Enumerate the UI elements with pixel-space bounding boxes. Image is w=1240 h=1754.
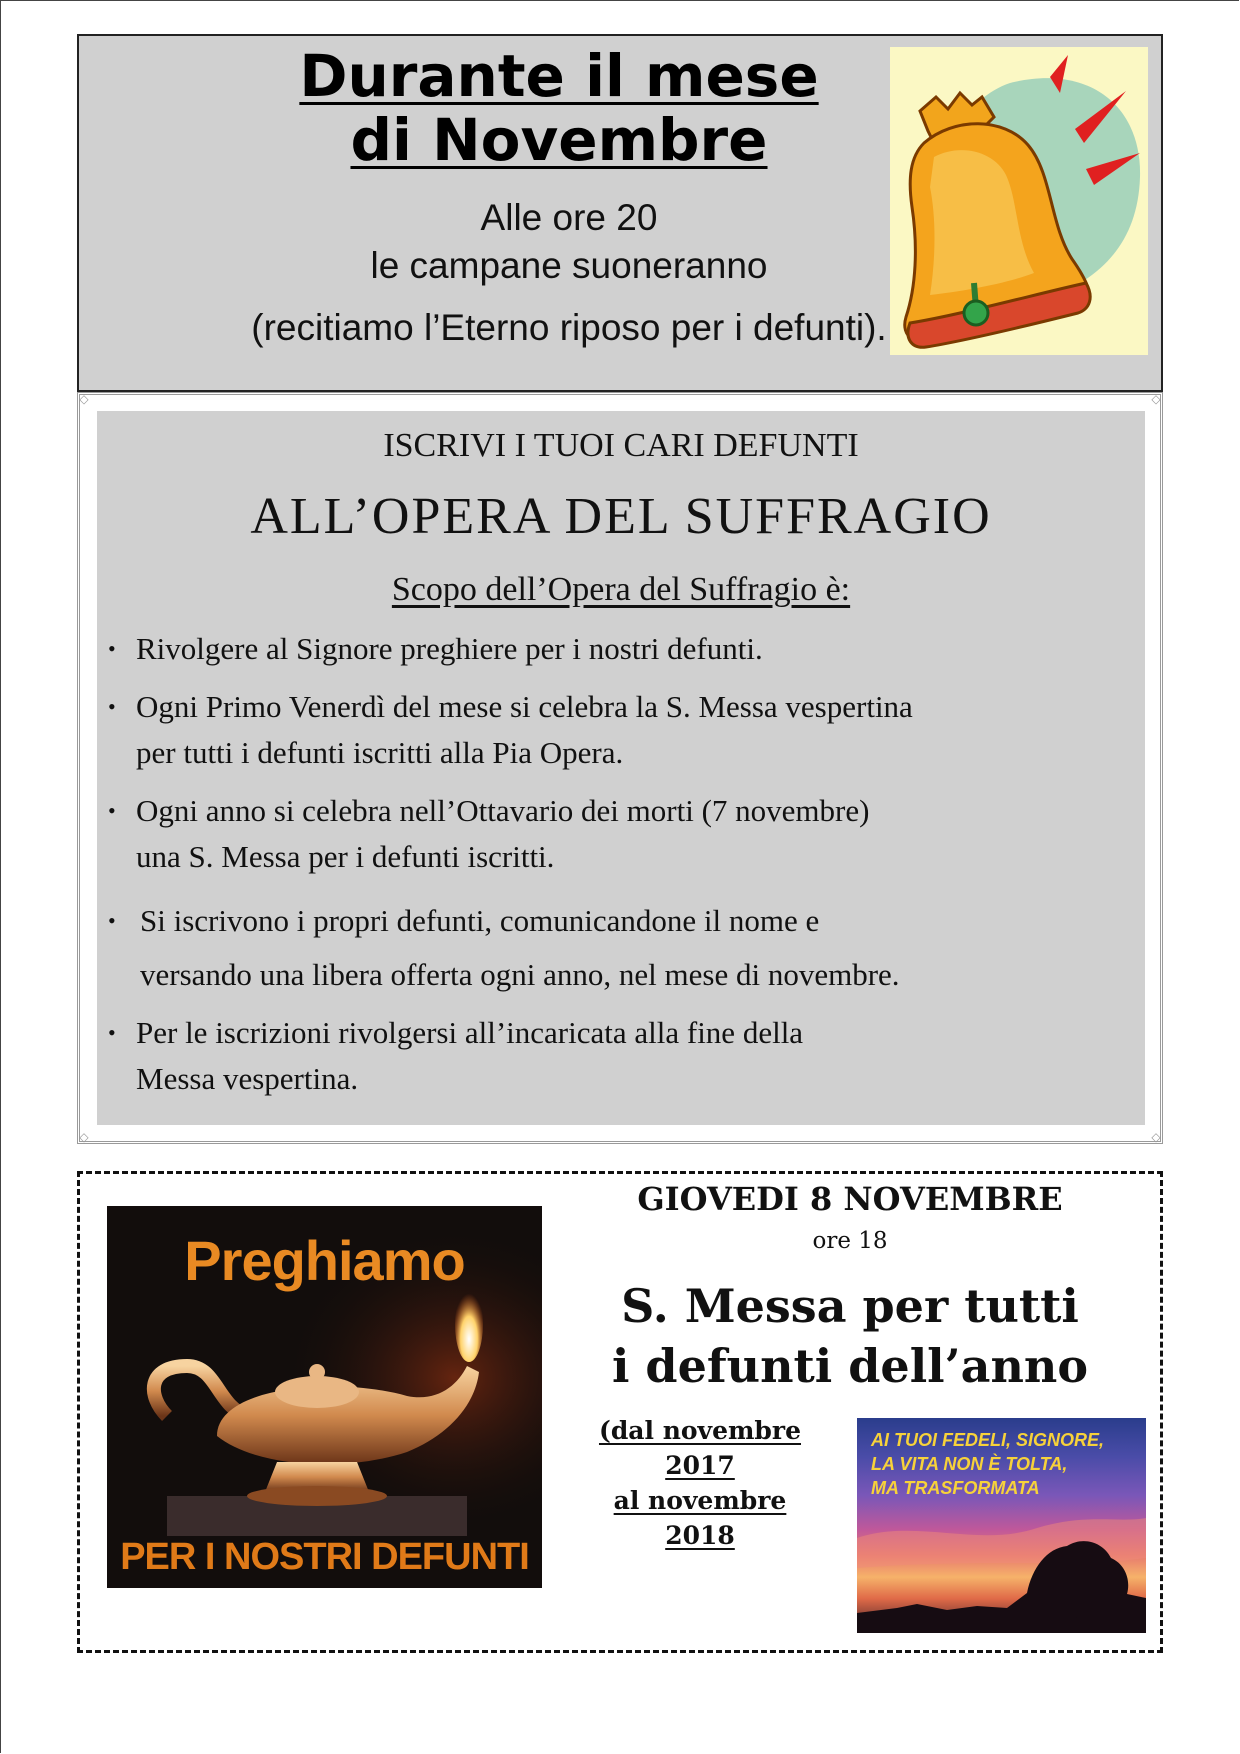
event-title-line1: S. Messa per tutti (621, 1279, 1079, 1333)
list-item-line: versando una libera offerta ogni anno, nel mese di novembre. (140, 957, 900, 992)
frame-corner-ornament: ◇ (79, 392, 89, 406)
suffragio-box (97, 411, 1145, 1125)
list-item (97, 894, 1097, 1010)
suffragio-heading-small: ISCRIVI I TUOI CARI DEFUNTI (383, 427, 859, 464)
event-title-line2: i defunti dell’anno (611, 1339, 1089, 1393)
list-item-line: per tutti i defunti iscritti alla Pia Opera. (136, 735, 624, 770)
notice-line3: (recitiamo l’Eterno riposo per i defunti). (251, 307, 887, 348)
bells-notice-box (77, 34, 1163, 392)
frame-corner-ornament: ◇ (1151, 392, 1161, 406)
list-item-line: Per le iscrizioni rivolgersi all’incaricata alla fine della (136, 1015, 804, 1050)
notice-title-line1: Durante il mese (299, 42, 819, 110)
lamp-image-caption: PER I NOSTRI DEFUNTI (120, 1536, 529, 1578)
notice-title-line2: di Novembre (350, 106, 768, 174)
list-item-line: Ogni Primo Venerdì del mese si celebra la S. Messa vespertina (136, 689, 913, 724)
suffragio-subheading: Scopo dell’Opera del Suffragio è: (391, 571, 851, 608)
list-item (97, 1010, 1097, 1102)
list-item (97, 684, 1097, 788)
event-period-line2: 2017 (665, 1451, 735, 1480)
notice-line2: le campane suoneranno (370, 245, 768, 286)
list-item (97, 626, 1097, 684)
sunset-quote (871, 1428, 1141, 1500)
oil-lamp-image (107, 1206, 542, 1588)
event-period-line4: 2018 (665, 1521, 735, 1550)
frame-corner-ornament: ◇ (79, 1130, 89, 1144)
list-item-line: Ogni anno si celebra nell’Ottavario dei morti (7 novembre) (136, 793, 870, 828)
notice-line1: Alle ore 20 (480, 197, 658, 238)
lamp-image-title: Preghiamo (184, 1229, 465, 1292)
list-item-line: una S. Messa per i defunti iscritti. (136, 839, 555, 874)
frame-corner-ornament: ◇ (1151, 1130, 1161, 1144)
sunset-quote-line3: MA TRASFORMATA (871, 1478, 1040, 1498)
list-item-line: Messa vespertina. (136, 1061, 359, 1096)
bell-icon (890, 47, 1148, 355)
notice-text (119, 194, 1019, 352)
suffragio-heading-large: ALL’OPERA DEL SUFFRAGIO (250, 488, 992, 545)
notice-title (179, 44, 939, 172)
sunset-image (857, 1418, 1146, 1633)
list-item-line: Rivolgere al Signore preghiere per i nostri defunti. (136, 631, 763, 666)
sunset-quote-line2: LA VITA NON È TOLTA, (871, 1454, 1068, 1474)
event-date: GIOVEDI 8 NOVEMBRE (637, 1180, 1063, 1218)
event-period (580, 1413, 820, 1553)
suffragio-bullet-list (97, 626, 1097, 1102)
event-title (580, 1276, 1120, 1396)
list-item-line: Si iscrivono i propri defunti, comunicandone il nome e (140, 903, 820, 938)
event-period-line3: al novembre (613, 1486, 787, 1515)
event-period-line1: (dal novembre (598, 1416, 801, 1445)
sunset-quote-line1: AI TUOI FEDELI, SIGNORE, (871, 1430, 1105, 1450)
list-item (97, 788, 1097, 894)
event-time: ore 18 (812, 1228, 888, 1254)
